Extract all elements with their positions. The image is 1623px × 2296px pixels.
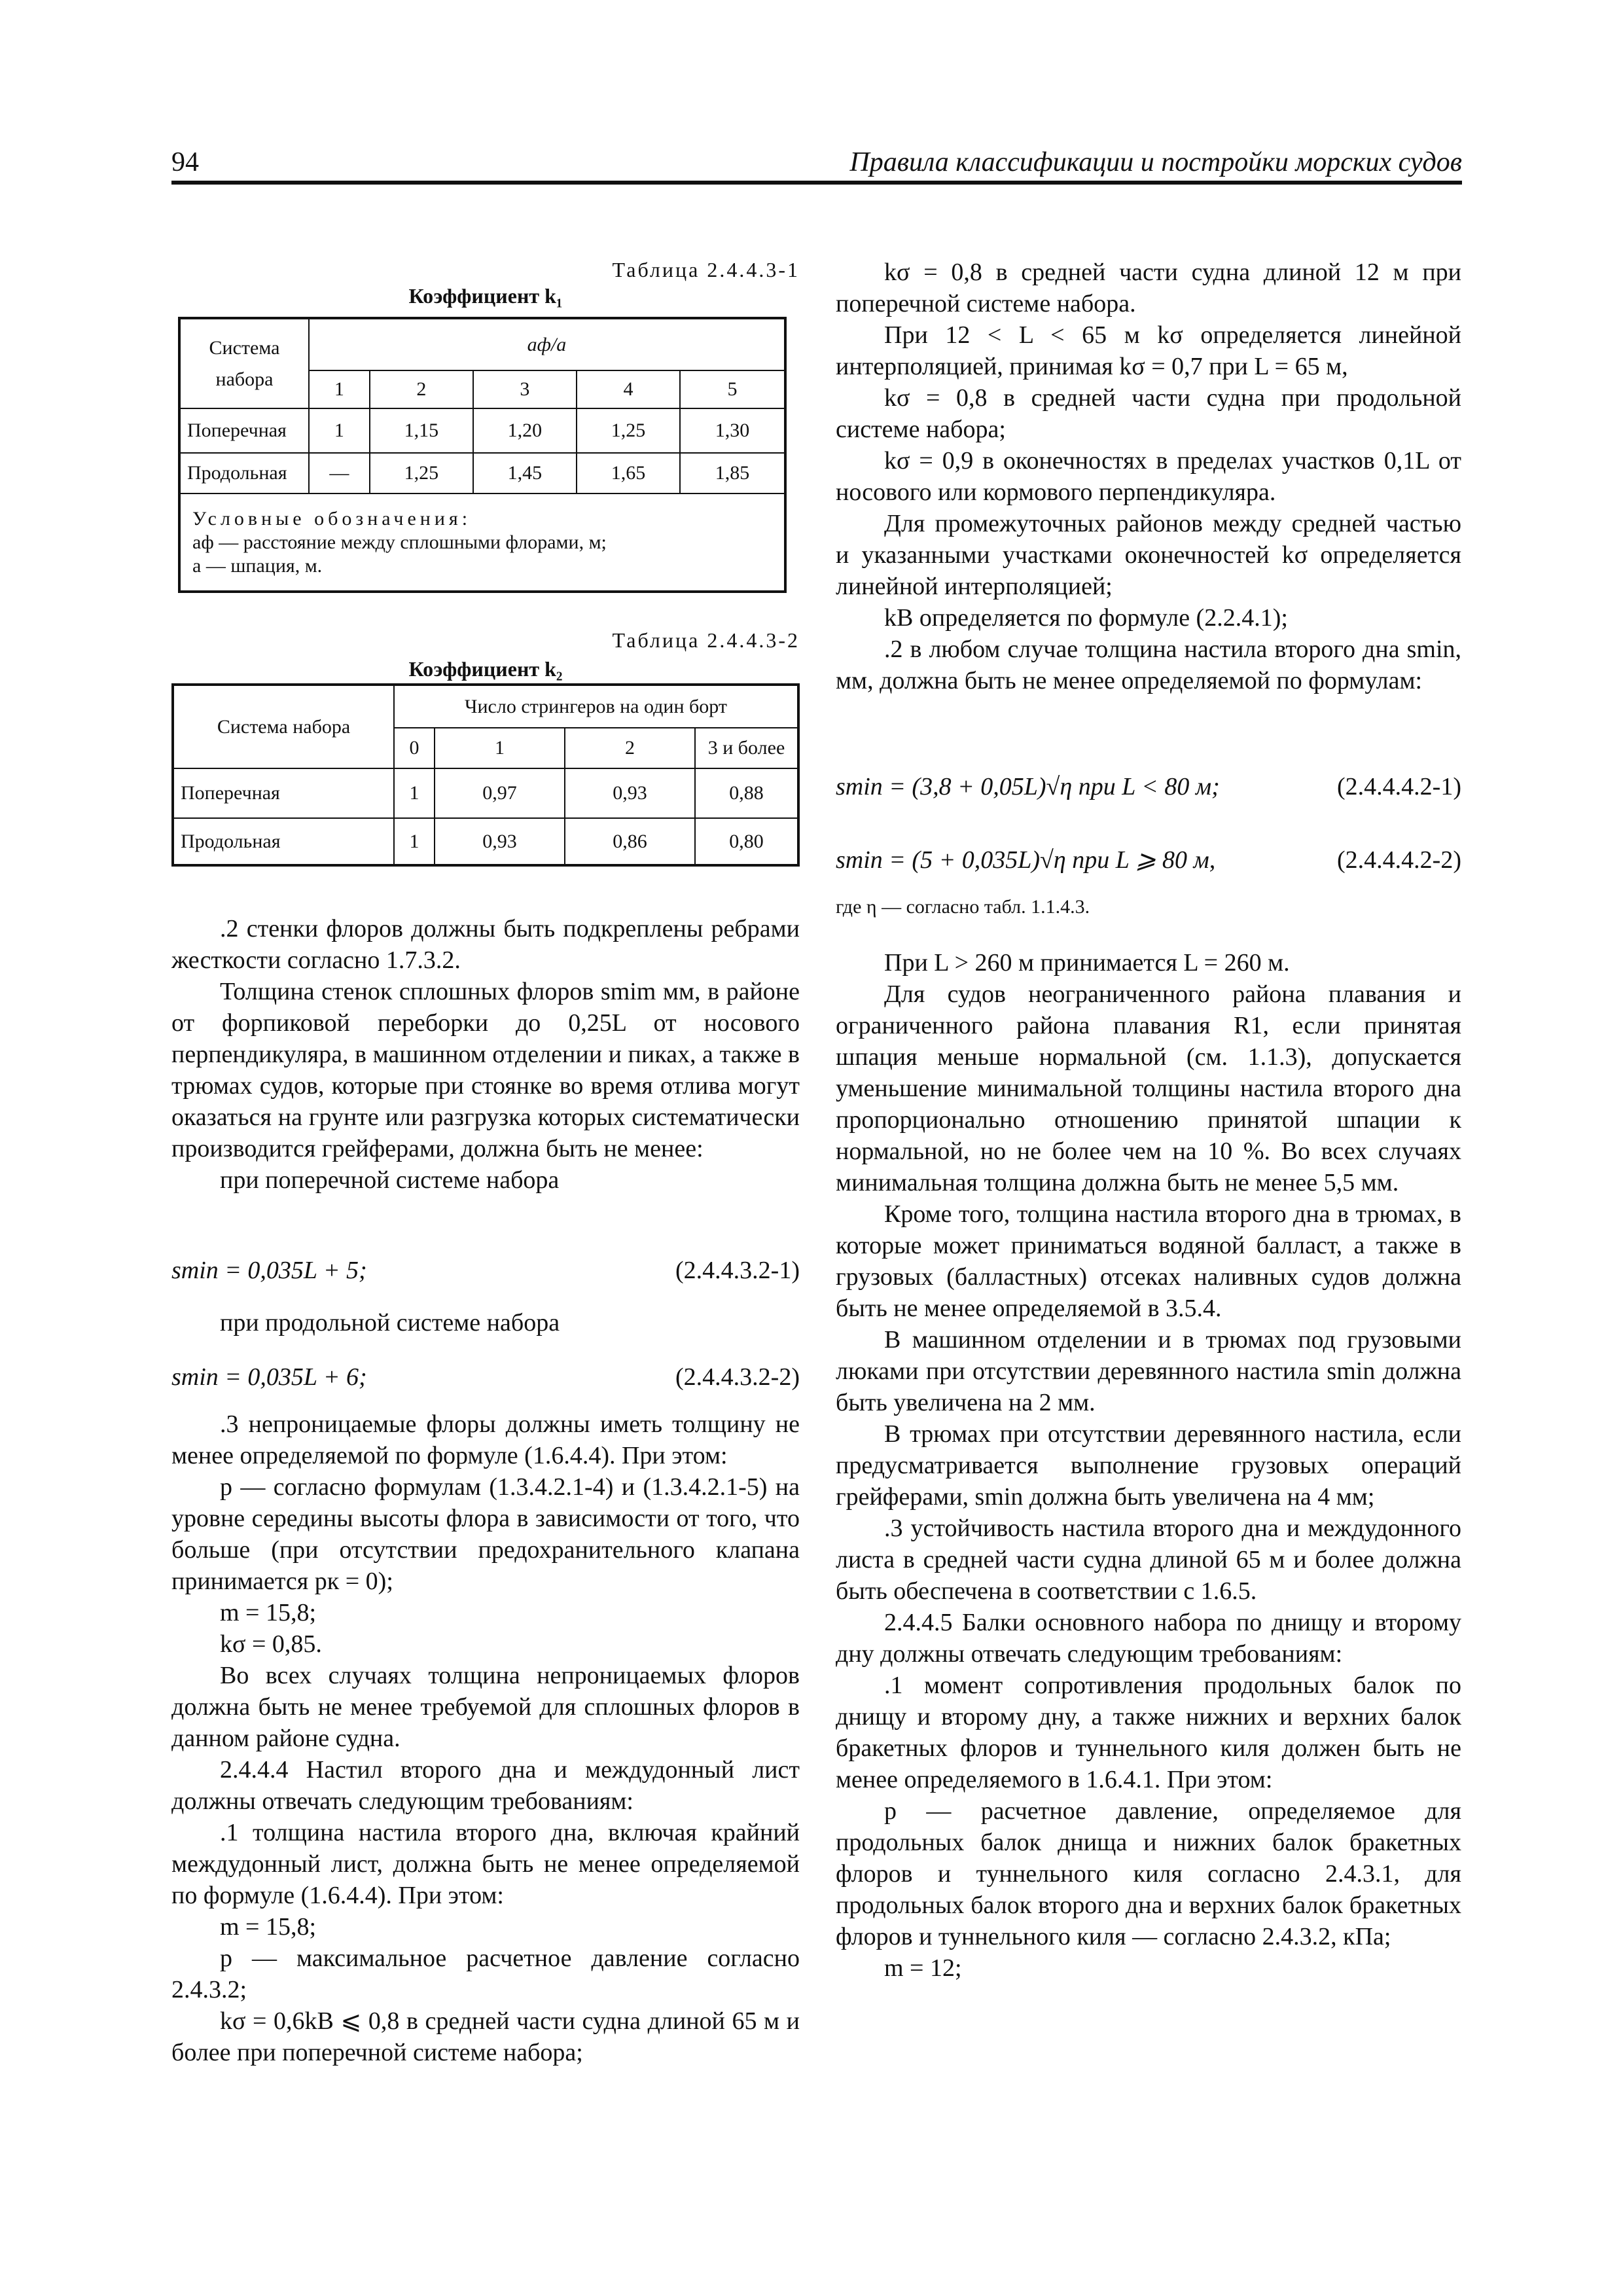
paragraph: kσ = 0,6kB ⩽ 0,8 в средней части судна длиной 65 м и более при поперечной системе набора; [171,2007,800,2066]
paragraph: kσ = 0,9 в оконечностях в пределах участков 0,1L от носового или кормового перпендикуляра. [836,447,1461,506]
paragraph: Для судов неограниченного района плавания и ограниченного района плавания R1, если принятая шпация меньше нормальной (см. 1.1.3), допускается уменьшение минимальной толщины настила второго дна пропорционально отношению принятой шпации к нормальной, но не более чем на 10 %. Во всех случаях минимальная толщина должна быть не менее 5,5 мм. [836,980,1461,1196]
paragraph: при продольной системе набора [220,1309,560,1336]
formula-expression: smin = (5 + 0,035L)√η при L ⩾ 80 м, [836,846,1216,874]
table1-subheader: 1 [309,370,370,408]
table1 [171,317,800,593]
formula-ref: (2.4.4.4.2-2) [1337,846,1461,874]
table1-caption: Таблица 2.4.4.3-1 [612,258,800,281]
row-label: Продольная [179,453,309,493]
paragraph: при поперечной системе набора [220,1166,560,1194]
table2-subheader: 1 [435,728,565,768]
table-cell: 1,20 [473,408,577,453]
formula-expression: smin = (3,8 + 0,05L)√η при L < 80 м; [836,773,1220,800]
table-cell: 1,25 [577,408,680,453]
formula-note: где η — согласно табл. 1.1.4.3. [836,896,1090,918]
left-text-part1 [171,913,800,1196]
formula-expression: smin = 0,035L + 5; [171,1257,367,1284]
table1-notes [179,493,785,592]
table-row [173,818,798,865]
row-label: Поперечная [179,408,309,453]
paragraph: p — расчетное давление, определяемое для продольных балок днища и нижних балок бракетных флоров и туннельного киля согласно 2.4.3.1, для продольных балок второго дна и верхних балок бракетных флоров и туннельного киля — согласно 2.4.3.2, кПа; [836,1797,1461,1950]
paragraph: kσ = 0,8 в средней части судна длиной 12 м при поперечной системе набора. [836,259,1461,317]
paragraph: При 12 < L < 65 м kσ определяется линейной интерполяцией, принимая kσ = 0,7 при L = 65 м, [836,321,1461,380]
paragraph: .3 устойчивость настила второго дна и междудонного листа в средней части судна длиной 65 м и более должна быть обеспечена в соответствии с 1.6.5. [836,1515,1461,1605]
table2-title: Коэффициент k₂ [408,657,563,681]
paragraph: .2 стенки флоров должны быть подкреплены ребрами жесткости согласно 1.7.3.2. [171,915,800,974]
table1-header-system: Система набора [179,318,309,408]
table-row [179,408,785,453]
table-cell: 1 [394,768,435,818]
paragraph: При L > 260 м принимается L = 260 м. [884,949,1290,977]
paragraph: 2.4.4.4 Настил второго дна и междудонный лист должны отвечать следующим требованиям: [171,1756,800,1815]
table-cell: — [309,453,370,493]
table1-subheader: 4 [577,370,680,408]
paragraph: kσ = 0,85. [220,1630,322,1658]
table-cell: 0,86 [565,818,695,865]
formula [171,1255,800,1286]
table1-subheader: 3 [473,370,577,408]
paragraph: p — максимальное расчетное давление согласно 2.4.3.2; [171,1945,800,2003]
paragraph: Толщина стенок сплошных флоров smim мм, в районе от форпиковой переборки до 0,25L от носового перпендикуляра, в машинном отделении и пиках, а также в трюмах судов, которые при стоянке во время отлива могут оказаться на грунте или разгрузка которых систематически производится грейферами, должна быть не менее: [171,978,800,1162]
left-text-part3 [171,1408,800,2068]
table-cell: 1,25 [370,453,473,493]
right-text-part2 [836,947,1461,1984]
paragraph: m = 15,8; [220,1599,317,1626]
table1-subheader: 5 [680,370,785,408]
note-line: aф — расстояние между сплошными флорами, м; [192,531,607,553]
table-cell: 1,45 [473,453,577,493]
formula-expression: smin = 0,035L + 6; [171,1363,367,1391]
formula-ref: (2.4.4.3.2-1) [675,1257,800,1284]
table-cell: 0,93 [435,818,565,865]
table1-header-group: aф/a [309,318,785,370]
paragraph: .1 толщина настила второго дна, включая крайний междудонный лист, должна быть не менее определяемой по формуле (1.6.4.4). При этом: [171,1819,800,1909]
paragraph: .2 в любом случае толщина настила второго дна smin, мм, должна быть не менее определяемой по формулам: [836,636,1461,694]
table2-subheader: 3 и более [695,728,798,768]
paragraph: m = 15,8; [220,1913,317,1941]
table-cell: 0,80 [695,818,798,865]
table-cell: 1,15 [370,408,473,453]
table-cell: 1,85 [680,453,785,493]
paragraph: В машинном отделении и в трюмах под грузовыми люками при отсутствии деревянного настила smin должна быть увеличена на 2 мм. [836,1326,1461,1416]
page-number: 94 [171,147,199,177]
running-title: Правила классификации и постройки морских судов [849,147,1462,177]
formula-ref: (2.4.4.4.2-1) [1337,773,1461,800]
formula-ref: (2.4.4.3.2-2) [675,1363,800,1391]
table-cell: 1 [309,408,370,453]
table-row [173,768,798,818]
left-text-part2 [171,1307,800,1338]
table-row [179,453,785,493]
notes-heading: Условные обозначения: [192,507,472,529]
table2-header-system: Система набора [173,685,394,768]
paragraph: В трюмах при отсутствии деревянного настила, если предусматривается выполнение грузовых операций грейферами, smin должна быть увеличена на 4 мм; [836,1420,1461,1511]
table2 [171,683,800,867]
paragraph: Для промежуточных районов между средней частью и указанными участками оконечностей kσ определяется линейной интерполяцией; [836,510,1461,600]
paragraph: 2.4.4.5 Балки основного набора по днищу и второму дну должны отвечать следующим требованиям: [836,1609,1461,1668]
table1-subheader: 2 [370,370,473,408]
table2-caption: Таблица 2.4.4.3-2 [612,628,800,652]
formula [836,771,1461,802]
paragraph: .3 непроницаемые флоры должны иметь толщину не менее определяемой по формуле (1.6.4.4). При этом: [171,1410,800,1469]
right-text-part1 [836,257,1461,696]
paragraph: .1 момент сопротивления продольных балок по днищу и второму дну, а также нижних и верхних балок бракетных флоров и туннельного киля должен быть не менее определяемого в 1.6.4.1. При этом: [836,1672,1461,1793]
table2-header-group: Число стрингеров на один борт [394,685,798,728]
table-cell: 0,93 [565,768,695,818]
formula [171,1361,800,1393]
table-cell: 1,65 [577,453,680,493]
paragraph: Во всех случаях толщина непроницаемых флоров должна быть не менее требуемой для сплошных флоров в данном районе судна. [171,1662,800,1752]
paragraph: kB определяется по формуле (2.2.4.1); [884,604,1288,632]
row-label: Поперечная [173,768,394,818]
table1-title: Коэффициент k₁ [408,284,563,308]
table-cell: 1 [394,818,435,865]
table2-subheader: 0 [394,728,435,768]
table-cell: 0,97 [435,768,565,818]
note-line: a — шпация, м. [192,554,323,577]
table-cell: 0,88 [695,768,798,818]
formula [836,844,1461,876]
paragraph: Кроме того, толщина настила второго дна в трюмах, в которые может приниматься водяной балласт, а также в грузовых (балластных) отсеках наливных судов должна быть не менее определяемой в 3.5.4. [836,1200,1461,1322]
paragraph: p — согласно формулам (1.3.4.2.1-4) и (1.3.4.2.1-5) на уровне середины высоты флора в зависимости от того, что больше (при отсутствии предохранительного клапана принимается pк = 0); [171,1473,800,1595]
table-cell: 1,30 [680,408,785,453]
paragraph: kσ = 0,8 в средней части судна при продольной системе набора; [836,384,1461,443]
row-label: Продольная [173,818,394,865]
table2-subheader: 2 [565,728,695,768]
paragraph: m = 12; [884,1954,962,1982]
page-header [171,149,1462,185]
